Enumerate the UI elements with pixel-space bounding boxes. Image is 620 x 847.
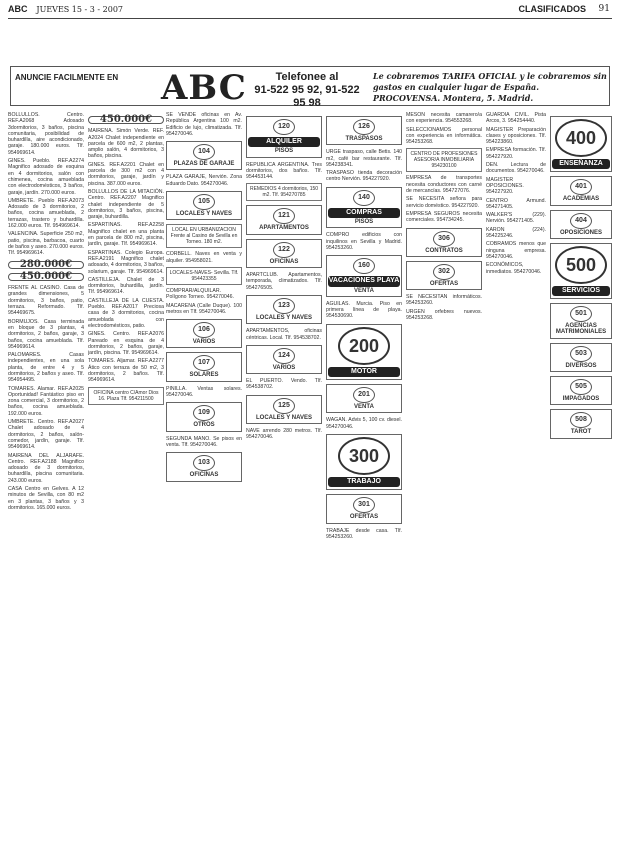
section-125 (246, 395, 322, 424)
listing: ESPARTINAS. REF.A2258 Magnifico chalet en una planta en parcela de 800 m2, piscina, jardín, garaje. Tlf. 954969614. (88, 222, 164, 248)
section-number: 508 (570, 412, 592, 428)
section-121 (246, 205, 322, 234)
banner-logo: ABC (161, 68, 247, 108)
section-label: OFICINAS (269, 258, 299, 265)
section-number: 140 (353, 190, 375, 206)
listing: TRASPASO tienda decoración centro Nervión. 954227920. (326, 170, 402, 183)
listing: REPUBLICA ARGENTINA. Tres dormitorios, dos baños. Tlf. 954453144. (246, 161, 322, 181)
listing: CASTILLEJA DE LA CUESTA. Pueblo. REF.A2017 Preciosa casa de 3 dormitorios, cocina amueblada con electrodomésticos, patio. (88, 297, 164, 329)
listing: NAVE arrendo 280 metros. Tlf. 954270046. (246, 428, 322, 441)
listing: MAIRENA DEL ALJARAFE. Centro. REF.A2188 Magnifico adosado de 3 dormitorios, buhardilla, piscina comunitaria. 243.000 euros. (8, 452, 84, 484)
column-7 (486, 112, 546, 840)
listing: URGE traspaso, calle Betis. 140 m2, café bar restaurante. Tlf. 954238341. (326, 149, 402, 168)
section-label: OFERTAS (429, 280, 459, 287)
section-label: ACADEMIAS (562, 196, 600, 203)
listing: PALOMARES. Casas independientes, en una sola planta, de entre 4 y 5 dormitorios, 2 baños y aseo. Tlf. 954954495. (8, 352, 84, 384)
listing: CENTRO Armund. 954271405. (486, 197, 546, 210)
listing: ECONÓMICOS, inmediatos. 954270046. (486, 262, 542, 275)
listing: TRABAJE desde casa. Tlf. 954253260. (326, 527, 402, 540)
section-501 (550, 303, 612, 339)
section-sublabel: PISOS (274, 148, 294, 155)
section-number: 505 (570, 379, 592, 395)
section-number: 404 (570, 213, 592, 229)
section-120 (246, 116, 322, 158)
section-label: DIVERSOS (565, 362, 597, 369)
section-508 (550, 409, 612, 438)
section-500 (550, 243, 612, 299)
banner-tel-label: Telefonee al (275, 71, 339, 83)
price-tag: 280.000€ (8, 261, 84, 269)
listing: SEGUNDA MANO. Se pisos en venta. Tlf. 954270046. (166, 435, 242, 448)
section-label: ALQUILER (248, 137, 320, 147)
section-107 (166, 352, 242, 381)
section-122 (246, 239, 322, 268)
section-number: 109 (193, 405, 215, 421)
listing: VALENCINA. Superficie 250 m2, patio, piscina, barbacoa, cuarto de baños y aseo. 270.000 euros. Tlf. 954969614. (8, 231, 84, 257)
section-label: VENTA (354, 404, 374, 411)
listing: AGUILAS. Murcia. Piso en primera línea de playa. 954530690. (326, 300, 402, 320)
section-label: VACACIONES PLAYA (328, 276, 400, 286)
section-label: AGENCIAS MATRIMONIALES (555, 323, 607, 336)
section-number: 122 (273, 242, 295, 258)
listing: COMPRAR/ALQUILAR. Polígono Torneo. 954270046. (166, 287, 234, 301)
section-number: 301 (353, 497, 375, 513)
section-number: 123 (273, 298, 295, 314)
section-label: APARTAMENTOS (259, 225, 309, 232)
abc-banner (10, 66, 610, 109)
section-label: OFICINAS (189, 472, 219, 479)
section-label: SERVICIOS (552, 286, 610, 296)
listing: APARTAMENTOS, oficinas céntricas. Local. Tlf. 954538702. (246, 328, 322, 341)
local-ad: LOCAL EN URBANIZACION Frente al Casino de Sevilla en Torneo. 180 m2. (166, 224, 242, 248)
remedios-ad: REMEDIOS 4 dormitorios, 150 m2. Tlf. 954270785 (246, 183, 322, 201)
column-1 (8, 112, 84, 840)
section-505 (550, 376, 612, 405)
section-number: 201 (353, 387, 375, 403)
section-301 (326, 494, 402, 523)
price-tag: 450.000€ (8, 273, 84, 281)
listing: KARON (224). 954225246. (486, 226, 546, 240)
section-401 (550, 176, 612, 205)
section-number: 400 (555, 119, 607, 157)
section-label: ENSEÑANZA (552, 159, 610, 169)
section-label: LOCALES Y NAVES (175, 211, 232, 218)
listing: COMPRO edificios con inquilinos en Sevilla y Madrid. 954253260. (326, 232, 402, 251)
section-306 (406, 228, 482, 257)
banner-tel-numbers: 91-522 95 92, 91-522 95 98 (254, 84, 360, 109)
section-number: 306 (433, 231, 455, 247)
listing: SELECCIONAMOS personal con experiencia en informática. 954253268. (406, 126, 482, 146)
section-label: LOCALES Y NAVES (255, 414, 312, 421)
listing: ESPARTINAS. Colegio Europa. REF.A2191 Magnifico chalet adosado, 4 dormitorios, 3 baños, solarium, garaje. Tlf. 954969614. (88, 249, 164, 275)
section-label: TRASPASOS (345, 136, 383, 142)
listing: GINES. Pueblo. REF.A2274 Magnifico adosado de esquina en 4 dormitorios, salón con chimenea, cocina amueblada con electrodomésticos, 3 baños, garaje, jardín. 270.000 euros. (8, 158, 84, 196)
section-109 (166, 402, 242, 431)
section-label: VARIOS (192, 339, 216, 346)
section-number: 124 (273, 348, 295, 364)
section-400 (550, 116, 612, 172)
listing: DEN. Lectura de documentos. 954270046. (486, 162, 546, 175)
listing: MESON necesita camarero/a con experiencia. 954553268. (406, 112, 482, 125)
brand: ABC (8, 4, 28, 14)
section-number: 300 (338, 437, 390, 475)
listing: SE NECESITA señora para servicio doméstico. 954227920. (406, 196, 482, 209)
section-label: COMPRAS (328, 208, 400, 218)
section-label: CONTRATOS (425, 247, 463, 254)
listing: EMPRESA de transportes necesita conductores con carné de mercancías. 954727076. (406, 175, 482, 195)
listing: APARTCLUB. Apartamentos, temporada, climatizados. Tlf. 954276505. (246, 272, 322, 291)
office-ad: OFICINA centro C/Amor Dios 16. Plaza Tlf. 954211500 (88, 387, 164, 405)
section-sublabel: PISOS (354, 219, 374, 226)
section-503 (550, 343, 612, 372)
listing: GINES. Centro. REF.A2076 Pareado en esquina de 4 dormitorios, 2 baños, garaje, jardín, piscina. Tlf. 954969614. (88, 331, 164, 357)
section-label: TAROT (570, 429, 592, 436)
listing: UMBRETE. Centro. REF.A2027 Chalet adosado de 4 dormitorios, 2 baños, salón-comedor, jardín, garaje. Tlf. 954969614. (8, 419, 84, 451)
section-123 (246, 295, 322, 324)
listing: WALKER'S (229). Nervión. 954271405. (486, 212, 546, 225)
listing: WAGAN. Advis 5, 100 cv. diesel. 954270046. (326, 417, 402, 430)
section-label: LOCALES Y NAVES (255, 314, 312, 321)
column-5 (326, 112, 402, 840)
listing: PINILLA. Ventas solares. 954270046. (166, 385, 242, 399)
section-number: 501 (570, 306, 592, 322)
listing: COBRAMOS menos que ninguna empresa. 954270046. (486, 241, 546, 260)
listing: SE VENDE oficinas en Av. República Argentina 100 m2. Edificio de lujo, climatizada. Tlf. 954270046. (166, 112, 242, 137)
section-300 (326, 434, 402, 490)
listing: BOLLULLOS. Centro. REF.A2068 Adosado 3dormitorios, 3 baños, piscina comunitaria, posibilidad de buhardilla, aire acondicionado, garaje. 180.000 euros. Tlf. 954969614. (8, 112, 84, 156)
column-8 (550, 112, 612, 840)
section-404 (550, 210, 612, 239)
training-ad: CENTRO DE PROFESIONES ASESOR/A INMOBILIARIA 954230100 (406, 148, 482, 172)
section-number: 106 (193, 322, 215, 338)
section-number: 503 (570, 346, 592, 362)
section-105 (166, 191, 242, 220)
listing: BOLLULLOS DE LA MITACIÓN. Centro. REF.A2207 Magnifico chalet independiente de 5 dormitorios, 3 baños, piscina, garaje, buhardilla. (88, 188, 164, 221)
listing: SE NECESITAN informáticos. 954253260. (406, 294, 482, 307)
section-160 (326, 255, 402, 297)
section-number: 125 (273, 398, 295, 414)
section-label: OFERTAS (349, 514, 379, 521)
section-sublabel: VENTA (354, 287, 374, 294)
section-140 (326, 187, 402, 229)
page-date: JUEVES 15 - 3 - 2007 (36, 5, 124, 14)
section-106 (166, 319, 242, 348)
listing: GUARDIA CIVIL. Pista Arcos, 3. 954254440. (486, 112, 546, 125)
banner-right-text: Le cobraremos TARIFA OFICIAL y le cobraremos sin gastos en cualquier lugar de España. PROCOVENSA. Montera, 5. Madrid. (373, 71, 607, 103)
listing: MAGISTER Preparación clases y oposiciones. Tlf. 954223860. (486, 126, 546, 146)
listing: CORBELL. Naves en venta y alquiler. 954958021. (166, 251, 242, 264)
section-number: 401 (570, 179, 592, 195)
listing: MACARENA (Calle Duque). 100 metros en Tlf. 954270046. (166, 302, 242, 315)
section-label: MOTOR (328, 367, 400, 377)
listing: CASA Centro en Gelves. A 12 minutos de Sevilla, con 80 m2 en 3 plantas, 3 baños y 3 dormitorios. 165.000 euros. (8, 486, 84, 511)
listing: BORMUJOS. Casa terminada en bloque de 3 plantas, 4 dormitorios, 2 baños, garaje, 3 baños, cocina amueblada. Tlf. 954969614. (8, 318, 84, 350)
section-label: IMPAGADOS (562, 396, 600, 403)
section-302 (406, 261, 482, 290)
section-103 (166, 452, 242, 481)
section-number: 120 (273, 119, 295, 135)
banner-telephone (247, 71, 367, 110)
section-title: CLASIFICADOS (518, 4, 586, 14)
section-201 (326, 384, 402, 413)
listing: TOMARES. Alamar. REF.A2025 Oportunidad! Fantástico piso en zona comercial, 3 dormitorios, 2 baños, cocina amueblada. 192.000 euros. (8, 385, 84, 417)
listing: GINES. REF.A2201 Chalet en parcela de 300 m2 con 4 dormitorios, garaje, jardín y piscina. 387.000 euros. (88, 161, 164, 187)
section-number: 121 (273, 208, 295, 224)
listing: TOMARES. Aljamar. REF.A2277 Ático con terraza de 50 m2, 3 dormitorios, 2 baños. Tlf. 954969614. (88, 358, 164, 384)
section-label: PLAZAS DE GARAJE (173, 161, 235, 168)
listing: EMPRESA formación. Tlf. 954227920. (486, 147, 546, 160)
listing: URGEN orfebres nuevos. 954253268. (406, 308, 482, 322)
section-126 (326, 116, 402, 145)
section-label: OTROS (193, 422, 215, 429)
section-number: 126 (353, 119, 375, 135)
column-6 (406, 112, 482, 840)
listing: PLAZA GARAJE, Nervión. Zona Eduardo Dato. 954270046. (166, 174, 242, 187)
section-number: 103 (193, 455, 215, 471)
column-3 (166, 112, 242, 840)
section-124 (246, 345, 322, 374)
listing: UMBRETE. Pueblo REF.A2073 Adosado de 3 dormitorios, 2 baños, cocina amueblada, 2 terrazas, trastero y buhardilla. 162.000 euros. Tlf. 954969614. (8, 197, 84, 230)
section-number: 200 (338, 327, 390, 365)
column-4 (246, 112, 322, 840)
listing: CASTILLEJA. Chalet de 3 dormitorios, buhardilla, jardín. Tlf. 954969614. (88, 276, 164, 296)
section-label: SOLARES (189, 372, 219, 379)
page-header (8, 4, 612, 19)
section-number: 160 (353, 258, 375, 274)
column-2 (88, 112, 164, 840)
listing: MAGISTER OPOSICIONES. 954227920. (486, 176, 524, 196)
banner-left-text: ANUNCIE FACILMENTE EN (15, 73, 119, 82)
listing: MAIRENA. Simón Verde. REF. A2024 Chalet independiente en parcela de 600 m2, 2 plantas, amplio salón, 4 dormitorios, 3 baños, piscina. (88, 128, 164, 160)
listing: FRENTE AL CASINO. Casa de grandes dimensiones, 5 dormitorios, 3 baños, patio, terraza. Reformado. Tlf. 954469675. (8, 285, 84, 317)
section-label: VARIOS (272, 364, 296, 371)
section-number: 107 (193, 355, 215, 371)
section-number: 105 (193, 194, 215, 210)
price-tag: 450.000€ (88, 116, 164, 124)
page-number: 91 (598, 4, 610, 14)
section-label: TRABAJO (328, 477, 400, 487)
section-number: 500 (555, 246, 607, 284)
listing: EMPRESA SEGUROS necesita comerciales. 954734245. (406, 210, 482, 224)
naves-ad: LOCALES-NAVES- Sevilla. Tlf. 954423355 (166, 267, 242, 285)
section-number: 302 (433, 264, 455, 280)
section-104 (166, 141, 242, 170)
section-label: OPOSICIONES (559, 229, 602, 236)
section-200 (326, 324, 402, 380)
listing: EL PUERTO. Vendo. Tlf. 954538702. (246, 378, 322, 391)
section-number: 104 (193, 144, 215, 160)
